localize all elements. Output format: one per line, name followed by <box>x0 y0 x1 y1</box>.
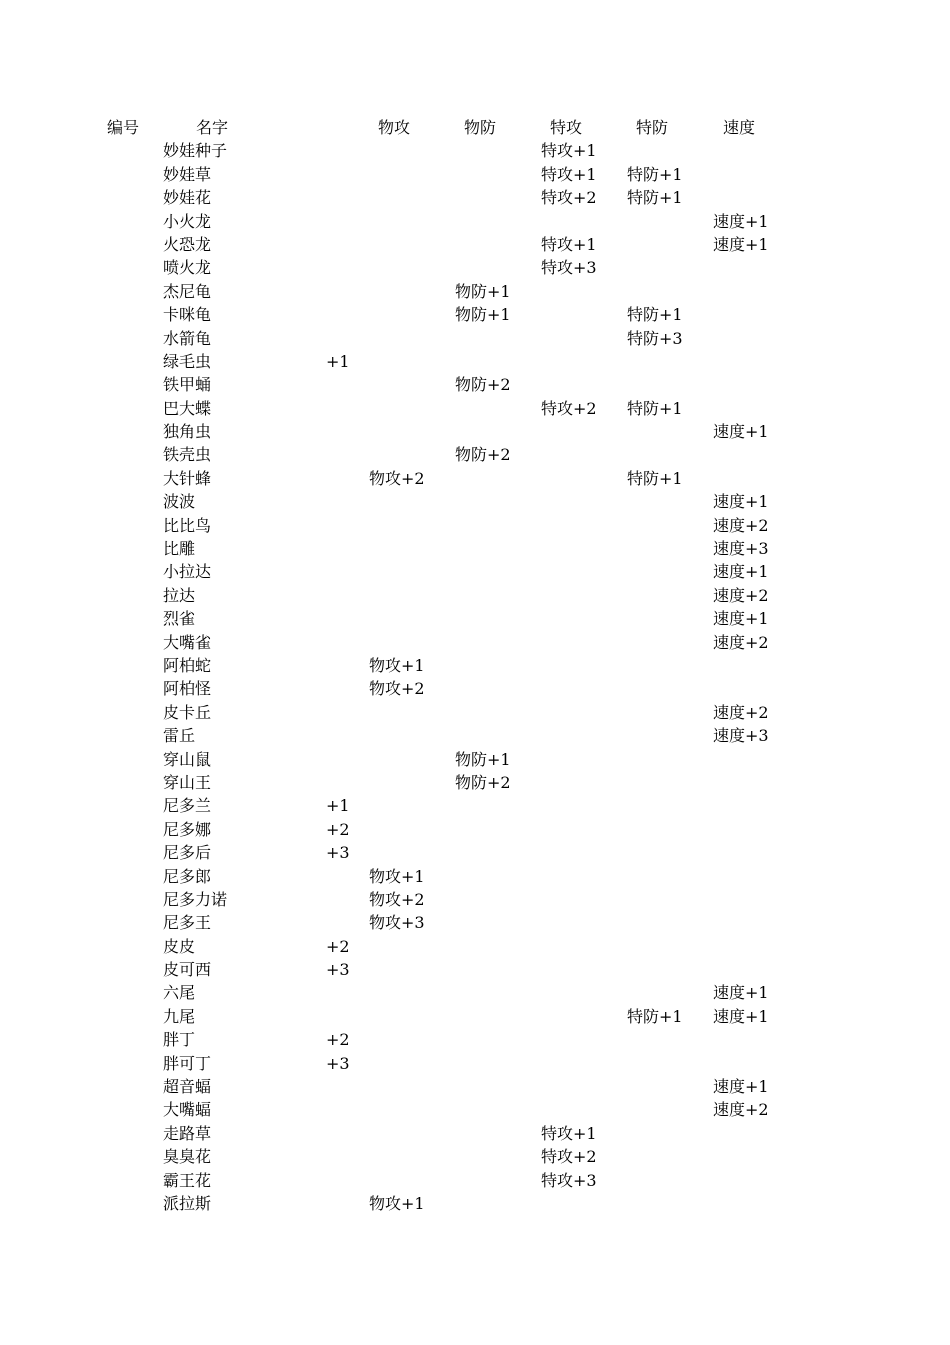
cell-spd: 特防+1 <box>627 188 683 208</box>
table-row <box>0 865 950 888</box>
table-row <box>0 794 950 817</box>
table-row <box>0 1075 950 1098</box>
cell-spe: 速度+1 <box>713 234 769 254</box>
cell-spe: 速度+3 <box>713 539 769 559</box>
cell-spa: 特攻+2 <box>541 398 597 418</box>
cell-name: 六尾 <box>163 983 196 1003</box>
table-row <box>0 373 950 396</box>
cell-hp: +3 <box>326 1053 350 1073</box>
table-row <box>0 210 950 233</box>
cell-def: 物防+2 <box>455 445 511 465</box>
table-row <box>0 1005 950 1028</box>
table-row <box>0 981 950 1004</box>
cell-spe: 速度+1 <box>713 422 769 442</box>
cell-def: 物防+1 <box>455 305 511 325</box>
cell-atk: 物攻+1 <box>369 1193 425 1213</box>
cell-hp: +1 <box>326 796 350 816</box>
cell-name: 尼多王 <box>163 913 212 933</box>
table-row <box>0 1028 950 1051</box>
cell-spa: 特攻+3 <box>541 258 597 278</box>
cell-spe: 速度+2 <box>713 632 769 652</box>
table-row <box>0 631 950 654</box>
cell-hp: +2 <box>326 819 350 839</box>
cell-def: 物防+2 <box>455 375 511 395</box>
table-row <box>0 1145 950 1168</box>
cell-name: 大嘴蝠 <box>163 1100 212 1120</box>
table-row <box>0 256 950 279</box>
header-atk: 物攻 <box>378 118 411 137</box>
table-row <box>0 350 950 373</box>
cell-name: 小拉达 <box>163 562 212 582</box>
cell-name: 比比鸟 <box>163 515 212 535</box>
cell-hp: +3 <box>326 843 350 863</box>
cell-atk: 物攻+2 <box>369 679 425 699</box>
cell-spa: 特攻+2 <box>541 1147 597 1167</box>
cell-name: 卡咪龟 <box>163 305 212 325</box>
cell-name: 尼多娜 <box>163 819 212 839</box>
cell-spe: 速度+3 <box>713 726 769 746</box>
cell-atk: 物攻+1 <box>369 866 425 886</box>
cell-spe: 速度+1 <box>713 492 769 512</box>
cell-name: 穿山王 <box>163 772 212 792</box>
cell-spd: 特防+1 <box>627 1006 683 1026</box>
cell-name: 大嘴雀 <box>163 632 212 652</box>
cell-atk: 物攻+2 <box>369 889 425 909</box>
table-row <box>0 186 950 209</box>
cell-name: 烈雀 <box>163 609 196 629</box>
cell-name: 超音蝠 <box>163 1077 212 1097</box>
cell-spd: 特防+1 <box>627 468 683 488</box>
cell-name: 派拉斯 <box>163 1193 212 1213</box>
header-name: 名字 <box>196 118 229 137</box>
cell-atk: 物攻+3 <box>369 913 425 933</box>
table-header-row <box>0 116 950 139</box>
cell-atk: 物攻+1 <box>369 655 425 675</box>
cell-name: 拉达 <box>163 585 196 605</box>
cell-name: 霸王花 <box>163 1170 212 1190</box>
cell-def: 物防+1 <box>455 281 511 301</box>
table-row <box>0 701 950 724</box>
cell-spa: 特攻+1 <box>541 164 597 184</box>
cell-hp: +2 <box>326 1030 350 1050</box>
stat-table <box>0 116 950 1215</box>
cell-spe: 速度+1 <box>713 983 769 1003</box>
table-row <box>0 490 950 513</box>
cell-name: 独角虫 <box>163 422 212 442</box>
cell-spe: 速度+2 <box>713 515 769 535</box>
table-row <box>0 724 950 747</box>
cell-name: 尼多力诺 <box>163 889 228 909</box>
cell-name: 绿毛虫 <box>163 351 212 371</box>
table-row <box>0 420 950 443</box>
cell-spd: 特防+1 <box>627 398 683 418</box>
table-row <box>0 584 950 607</box>
cell-hp: +1 <box>326 351 350 371</box>
cell-name: 比雕 <box>163 539 196 559</box>
cell-name: 波波 <box>163 492 196 512</box>
table-row <box>0 1192 950 1215</box>
cell-name: 皮卡丘 <box>163 702 212 722</box>
cell-spe: 速度+2 <box>713 1100 769 1120</box>
table-row <box>0 1052 950 1075</box>
header-spa: 特攻 <box>550 118 583 137</box>
cell-name: 妙娃花 <box>163 188 212 208</box>
header-spd: 特防 <box>636 118 669 137</box>
cell-name: 铁甲蛹 <box>163 375 212 395</box>
cell-name: 阿柏蛇 <box>163 655 212 675</box>
cell-spa: 特攻+1 <box>541 234 597 254</box>
cell-spe: 速度+2 <box>713 585 769 605</box>
header-def: 物防 <box>464 118 497 137</box>
cell-name: 妙娃种子 <box>163 141 228 161</box>
cell-name: 尼多郎 <box>163 866 212 886</box>
cell-spd: 特防+1 <box>627 164 683 184</box>
cell-name: 巴大蝶 <box>163 398 212 418</box>
table-row <box>0 748 950 771</box>
table-row <box>0 514 950 537</box>
table-row <box>0 1169 950 1192</box>
cell-spe: 速度+1 <box>713 562 769 582</box>
table-row <box>0 537 950 560</box>
cell-name: 皮皮 <box>163 936 196 956</box>
cell-name: 阿柏怪 <box>163 679 212 699</box>
cell-spe: 速度+1 <box>713 211 769 231</box>
cell-name: 雷丘 <box>163 726 196 746</box>
table-row <box>0 467 950 490</box>
cell-name: 尼多兰 <box>163 796 212 816</box>
cell-name: 皮可西 <box>163 960 212 980</box>
table-row <box>0 935 950 958</box>
table-row <box>0 841 950 864</box>
cell-hp: +2 <box>326 936 350 956</box>
table-row <box>0 443 950 466</box>
cell-hp: +3 <box>326 960 350 980</box>
table-row <box>0 303 950 326</box>
cell-name: 妙娃草 <box>163 164 212 184</box>
cell-spe: 速度+2 <box>713 702 769 722</box>
table-row <box>0 958 950 981</box>
table-row <box>0 654 950 677</box>
cell-name: 九尾 <box>163 1006 196 1026</box>
cell-name: 走路草 <box>163 1123 212 1143</box>
cell-name: 喷火龙 <box>163 258 212 278</box>
table-body <box>0 139 950 1215</box>
cell-spd: 特防+3 <box>627 328 683 348</box>
cell-name: 水箭龟 <box>163 328 212 348</box>
table-row <box>0 888 950 911</box>
cell-name: 大针蜂 <box>163 468 212 488</box>
table-row <box>0 911 950 934</box>
cell-spe: 速度+1 <box>713 1077 769 1097</box>
table-row <box>0 818 950 841</box>
cell-def: 物防+1 <box>455 749 511 769</box>
cell-spa: 特攻+1 <box>541 141 597 161</box>
cell-spd: 特防+1 <box>627 305 683 325</box>
table-row <box>0 163 950 186</box>
cell-spe: 速度+1 <box>713 1006 769 1026</box>
header-id: 编号 <box>107 118 140 137</box>
table-row <box>0 607 950 630</box>
cell-spa: 特攻+1 <box>541 1123 597 1143</box>
cell-name: 小火龙 <box>163 211 212 231</box>
cell-name: 穿山鼠 <box>163 749 212 769</box>
cell-name: 铁壳虫 <box>163 445 212 465</box>
cell-name: 杰尼龟 <box>163 281 212 301</box>
table-row <box>0 560 950 583</box>
cell-name: 臭臭花 <box>163 1147 212 1167</box>
cell-name: 胖丁 <box>163 1030 196 1050</box>
table-row <box>0 280 950 303</box>
cell-name: 胖可丁 <box>163 1053 212 1073</box>
cell-spa: 特攻+2 <box>541 188 597 208</box>
header-spe: 速度 <box>723 118 756 137</box>
table-row <box>0 771 950 794</box>
table-row <box>0 139 950 162</box>
cell-atk: 物攻+2 <box>369 468 425 488</box>
table-row <box>0 233 950 256</box>
table-row <box>0 677 950 700</box>
table-row <box>0 1098 950 1121</box>
table-row <box>0 397 950 420</box>
table-row <box>0 327 950 350</box>
cell-name: 火恐龙 <box>163 234 212 254</box>
cell-spe: 速度+1 <box>713 609 769 629</box>
cell-name: 尼多后 <box>163 843 212 863</box>
cell-spa: 特攻+3 <box>541 1170 597 1190</box>
table-row <box>0 1122 950 1145</box>
cell-def: 物防+2 <box>455 772 511 792</box>
